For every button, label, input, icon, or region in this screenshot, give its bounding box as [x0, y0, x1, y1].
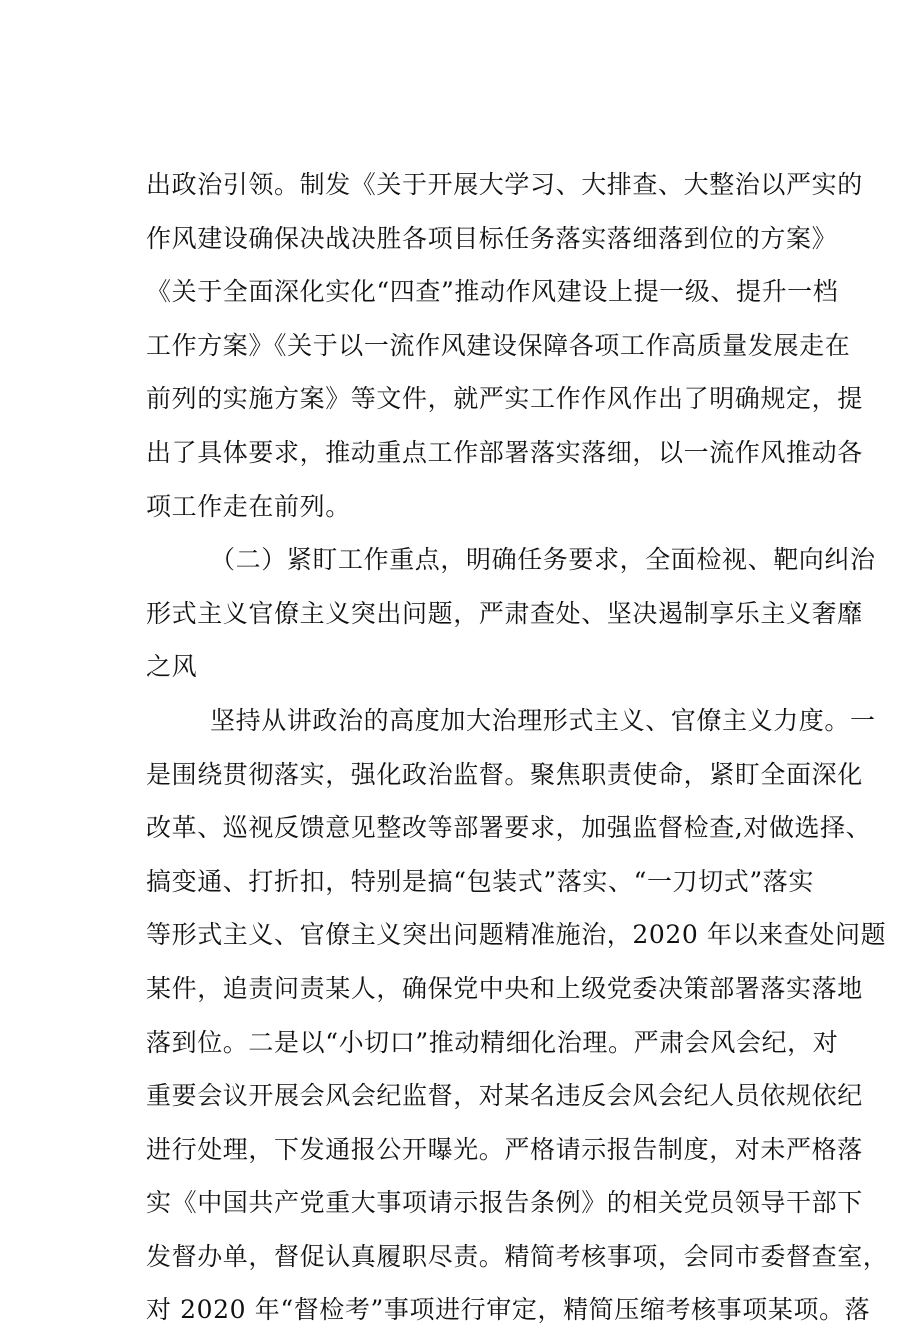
paragraph-continuation [146, 158, 863, 533]
text-line: 改革、巡视反馈意见整改等部署要求，加强监督检查,对做选择、 [146, 813, 872, 843]
text-line: 《关于全面深化实化“四查”推动作风建设上提一级、提升一档 [146, 277, 839, 307]
paragraph-body [146, 694, 889, 1337]
text-line: 工作方案》《关于以一流作风建设保障各项工作高质量发展走在 [146, 330, 851, 360]
text-line: 搞变通、打折扣，特别是搞“包装式”落实、“一刀切式”落实 [146, 866, 814, 896]
text-line: 落到位。二是以“小切口”推动精细化治理。严肃会风会纪，对 [146, 1027, 839, 1057]
text-line: 等形式主义、官僚主义突出问题精准施治，2020 年以来查处问题 [146, 920, 887, 950]
text-line: 前列的实施方案》等文件，就严实工作作风作出了明确规定，提 [146, 384, 863, 414]
text-line: 出了具体要求，推动重点工作部署落实落细，以一流作风推动各 [146, 437, 863, 467]
text-line: 项工作走在前列。 [146, 491, 351, 521]
text-line: 是围绕贯彻落实，强化政治监督。聚焦职责使命，紧盯全面深化 [146, 759, 863, 789]
document-body [146, 158, 889, 1337]
text-line: 实《中国共产党重大事项请示报告条例》的相关党员领导干部下 [146, 1188, 863, 1218]
heading-line: （二）紧盯工作重点，明确任务要求，全面检视、靶向纠治 [210, 545, 876, 575]
section-heading [146, 533, 876, 694]
text-line: 某件，追责问责某人，确保党中央和上级党委决策部署落实落地 [146, 973, 863, 1003]
text-line: 重要会议开展会风会纪监督，对某名违反会风会纪人员依规依纪 [146, 1081, 863, 1111]
text-line: 对 2020 年“督检考”事项进行审定，精简压缩考核事项某项。落 [146, 1295, 871, 1325]
text-line: 作风建设确保决战决胜各项目标任务落实落细落到位的方案》 [146, 223, 838, 253]
text-line: 发督办单，督促认真履职尽责。精简考核事项，会同市委督查室， [146, 1241, 889, 1271]
text-line: 坚持从讲政治的高度加大治理形式主义、官僚主义力度。一 [210, 705, 876, 735]
text-line: 出政治引领。制发《关于开展大学习、大排查、大整治以严实的 [146, 170, 863, 199]
text-line: 进行处理，下发通报公开曝光。严格请示报告制度，对未严格落 [146, 1134, 863, 1164]
heading-line: 之风 [146, 652, 198, 682]
heading-line: 形式主义官僚主义突出问题，严肃查处、坚决遏制享乐主义奢靡 [146, 598, 863, 628]
